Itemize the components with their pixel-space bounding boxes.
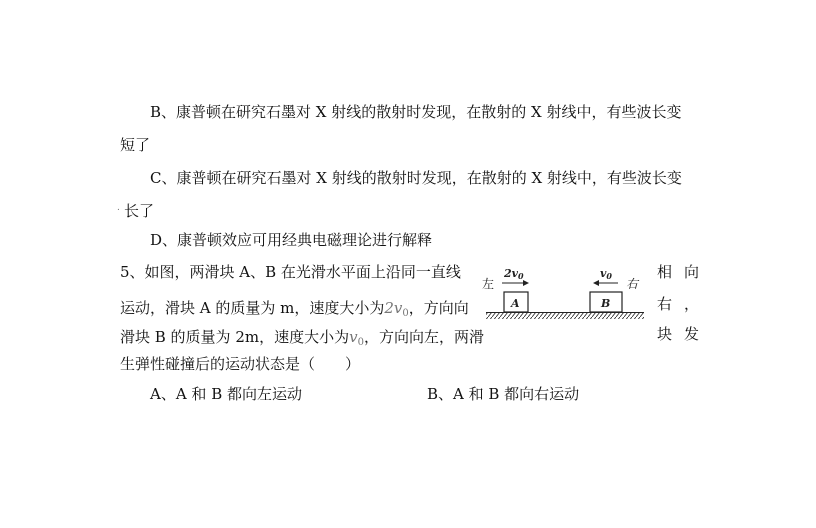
question5-right-3: 块发 [657, 325, 712, 343]
right-direction-label: 右 [626, 277, 639, 291]
velocity-a-sub: 0 [518, 271, 524, 281]
block-a-label: A [511, 297, 520, 310]
question5-line2-start: 运动，滑块 A 的质量为 m，速度大小为 [120, 299, 385, 317]
question5-line3 [120, 327, 484, 353]
option-d: D、康普顿效应可用经典电磁理论进行解释 [150, 231, 433, 249]
option-c-line2: 长了 [124, 202, 155, 220]
question5-right-1: 相向 [657, 263, 712, 281]
question5-line3-end: ，方向向左，两滑 [363, 328, 484, 346]
question5-right-2: 右， [657, 295, 712, 313]
left-direction-label: 左 [482, 277, 495, 291]
velocity-b-text: v [600, 267, 607, 280]
option-b-line2: 短了 [120, 136, 151, 154]
speed-v0-text: v [349, 328, 358, 346]
question5-line4: 生弹性碰撞后的运动状态是（ ） [120, 355, 361, 373]
velocity-b-label [600, 267, 612, 281]
speed-v0-sub: 0 [357, 337, 364, 348]
collision-figure [480, 262, 652, 334]
option-c-line1: C、康普顿在研究石墨对 X 射线的散射时发现，在散射的 X 射线中，有些波长变 [150, 169, 682, 187]
speed-2v0-text: 2v [384, 299, 403, 317]
velocity-a-label [503, 267, 524, 281]
velocity-a-text: 2v [504, 267, 519, 280]
option-b-line1: B、康普顿在研究石墨对 X 射线的散射时发现，在散射的 X 射线中，有些波长变 [150, 103, 682, 121]
question5-line2-end: ，方向向 [408, 299, 469, 317]
velocity-b-sub: 0 [606, 271, 612, 281]
margin-mark: . [117, 203, 120, 213]
ground-hatch [486, 313, 644, 319]
answer-a: A、A 和 B 都向左运动 [150, 385, 302, 403]
speed-v0-formula [349, 328, 364, 346]
speed-2v0-formula [384, 299, 408, 317]
question5-line3-start: 滑块 B 的质量为 2m，速度大小为 [120, 328, 350, 346]
question5-line2 [120, 298, 469, 324]
question5-line1: 5、如图，两滑块 A、B 在光滑水平面上沿同一直线 [120, 263, 461, 281]
speed-2v0-sub: 0 [402, 308, 409, 319]
block-b-label: B [601, 297, 611, 310]
answer-b: B、A 和 B 都向右运动 [427, 385, 580, 403]
